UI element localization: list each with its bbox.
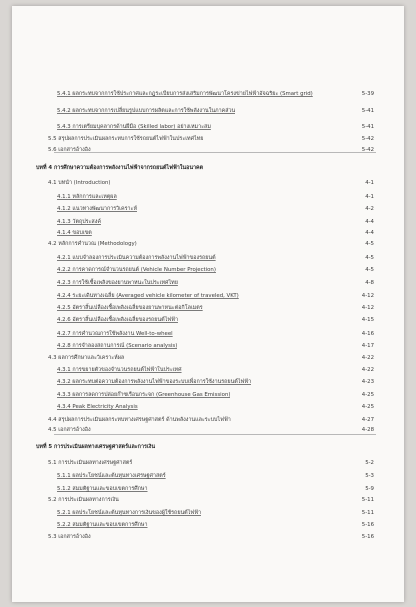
toc-entry-page: 4-2 — [365, 206, 374, 212]
chapter-heading — [12, 442, 404, 452]
toc-entry-page: 4-4 — [365, 230, 374, 236]
toc-entry-page: 4-23 — [361, 379, 374, 385]
toc-entry-page: 5-39 — [361, 91, 374, 97]
toc-entry-title: 5.3 เอกสารอ้างอิง — [48, 534, 91, 540]
toc-entry-title: 5.1.1 ผลประโยชน์และต้นทุนทางเศรษฐศาสตร์ — [57, 473, 166, 479]
toc-entry — [12, 178, 404, 188]
toc-entry — [12, 341, 404, 351]
toc-entry-title: 4.2.8 การจำลองสถานการณ์ (Scenario analysis) — [57, 343, 178, 349]
section-divider — [54, 434, 376, 435]
toc-entry-title: 4.2.3 การใช้เชื้อเพลิงของยานพาหนะในประเทศไทย — [57, 280, 178, 286]
toc-entry — [12, 253, 404, 263]
toc-entry-page: 4-1 — [365, 194, 374, 200]
toc-entry-page: 5-41 — [361, 108, 374, 114]
section-divider — [54, 152, 376, 153]
toc-entry-title: 4.3.2 ผลกระทบต่อความต้องการพลังงานไฟฟ้าของระบบเพื่อการใช้งานรถยนต์ไฟฟ้า — [57, 379, 252, 385]
toc-entry — [12, 495, 404, 505]
toc-entry-title: 4.2 หลักการคำนวณ (Methodology) — [48, 241, 137, 247]
toc-entry — [12, 228, 404, 238]
toc-entry-page: 5-16 — [361, 522, 374, 528]
toc-entry-title: 4.3.4 Peak Electricity Analysis — [57, 404, 138, 410]
toc-entry — [12, 291, 404, 301]
toc-entry — [12, 415, 404, 425]
toc-entry-title: 4.5 เอกสารอ้างอิง — [48, 427, 91, 433]
toc-entry-page: 5-11 — [361, 497, 374, 503]
toc-entry — [12, 353, 404, 363]
toc-entry — [12, 265, 404, 275]
toc-entry-title: 4.1.1 หลักการและเหตุผล — [57, 194, 117, 200]
toc-entry-page: 5-9 — [365, 486, 374, 492]
toc-entry-title: 5.6 เอกสารอ้างอิง — [48, 147, 91, 153]
toc-entry-title: 5.1.2 สมมติฐานและขอบเขตการศึกษา — [57, 486, 148, 492]
toc-entry-title: 4.3.3 ผลการลดการปล่อยก๊าซเรือนกระจก (Greenhouse Gas Emission) — [57, 392, 231, 398]
toc-entry — [12, 303, 404, 313]
toc-entry-title: 5.2 การประเมินผลทางการเงิน — [48, 497, 119, 503]
toc-entry — [12, 145, 404, 155]
toc-entry — [12, 377, 404, 387]
chapter-heading — [12, 163, 404, 173]
toc-entry-page: 4-22 — [361, 367, 374, 373]
toc-entry-title: 5.5 สรุปผลการประเมินผลกระทบการใช้รถยนต์ไฟฟ้าในประเทศไทย — [48, 136, 204, 142]
document-page — [12, 6, 404, 602]
toc-entry-page: 4-8 — [365, 280, 374, 286]
toc-entry — [12, 278, 404, 288]
toc-entry-page: 4-16 — [361, 331, 374, 337]
toc-entry-page: 5-3 — [365, 473, 374, 479]
toc-entry-title: 4.4 สรุปผลการประเมินผลกระทบทางเศรษฐศาสตร์ ด้านพลังงานและระบบไฟฟ้า — [48, 417, 231, 423]
toc-entry-page: 4-15 — [361, 317, 374, 323]
toc-entry — [12, 390, 404, 400]
toc-entry-title: 4.2.5 อัตราสิ้นเปลืองเชื้อเพลิงเฉลี่ยของยานพาหนะต่อกิโลเมตร — [57, 305, 203, 311]
toc-entry-title: 4.2.1 แบบจำลองการประเมินความต้องการพลังงานไฟฟ้าของรถยนต์ — [57, 255, 216, 261]
toc-entry — [12, 89, 404, 99]
toc-entry-page: 4-25 — [361, 392, 374, 398]
toc-entry-page: 5-11 — [361, 510, 374, 516]
toc-entry-page: 4-5 — [365, 255, 374, 261]
toc-entry — [12, 134, 404, 144]
toc-entry — [12, 365, 404, 375]
toc-entry — [12, 106, 404, 116]
toc-entry-page: 4-5 — [365, 267, 374, 273]
toc-entry-page: 4-4 — [365, 219, 374, 225]
toc-entry-page: 5-42 — [361, 147, 374, 153]
toc-entry-title: 4.3.1 การขยายตัวของจำนวนรถยนต์ไฟฟ้าในประเทศ — [57, 367, 182, 373]
toc-entry-title: 4.2.2 การคาดการณ์จำนวนรถยนต์ (Vehicle Number Projection) — [57, 267, 216, 273]
toc-entry-title: 5.2.2 สมมติฐานและขอบเขตการศึกษา — [57, 522, 148, 528]
toc-entry-page: 4-28 — [361, 427, 374, 433]
toc-entry-page: 4-12 — [361, 305, 374, 311]
toc-entry-title: 4.1.3 วัตถุประสงค์ — [57, 219, 101, 225]
toc-entry-page: 4-12 — [361, 293, 374, 299]
toc-entry-page: 4-5 — [365, 241, 374, 247]
toc-entry-page: 4-22 — [361, 355, 374, 361]
toc-entry-page: 5-41 — [361, 124, 374, 130]
toc-entry — [12, 484, 404, 494]
toc-entry-page: 4-17 — [361, 343, 374, 349]
toc-entry-title: 4.1 บทนำ (Introduction) — [48, 180, 111, 186]
toc-entry — [12, 471, 404, 481]
toc-entry — [12, 239, 404, 249]
toc-entry-title: 4.2.7 การคำนวณการใช้พลังงาน Well-to-wheel — [57, 331, 173, 337]
toc-entry — [12, 520, 404, 530]
toc-entry — [12, 532, 404, 542]
toc-entry — [12, 122, 404, 132]
toc-entry — [12, 204, 404, 214]
toc-entry — [12, 329, 404, 339]
toc-entry-title: 4.3 ผลการศึกษาและวิเคราะห์ผล — [48, 355, 125, 361]
toc-entry-title: 5.4.1 ผลกระทบจากการใช้ประกาศและกฎระเบียบการส่งเสริมการพัฒนาโครงข่ายไฟฟ้าอัจฉริยะ (Smart grid) — [57, 91, 313, 97]
toc-entry-title: 5.1 การประเมินผลทางเศรษฐศาสตร์ — [48, 460, 133, 466]
toc-entry-title: 4.1.4 ขอบเขต — [57, 230, 92, 236]
toc-entry-page: 5-16 — [361, 534, 374, 540]
toc-entry-title: 5.2.1 ผลประโยชน์และต้นทุนทางการเงินของผู้ใช้รถยนต์ไฟฟ้า — [57, 510, 202, 516]
toc-entry-title: 4.2.6 อัตราสิ้นเปลืองเชื้อเพลิงเฉลี่ยของรถยนต์ไฟฟ้า — [57, 317, 178, 323]
toc-entry-page: 5-42 — [361, 136, 374, 142]
toc-entry-title: บทที่ 4 การศึกษาความต้องการพลังงานไฟฟ้าจากรถยนต์ไฟฟ้าในอนาคต — [36, 165, 204, 171]
toc-entry-page: 4-1 — [365, 180, 374, 186]
toc-entry-title: 5.4.2 ผลกระทบจากการเปลี่ยนรูปแบบการผลิตและการใช้พลังงานในภาคส่วน — [57, 108, 236, 114]
toc-entry — [12, 508, 404, 518]
toc-entry-page: 4-25 — [361, 404, 374, 410]
toc-entry — [12, 192, 404, 202]
toc-entry-title: 4.2.4 ระยะเดินทางเฉลี่ย (Averaged vehicle kilometer of traveled, VKT) — [57, 293, 239, 299]
toc-entry-page: 5-2 — [365, 460, 374, 466]
toc-entry-title: 4.1.2 แนวทางพัฒนาการวิเคราะห์ — [57, 206, 137, 212]
toc-entry-title: 5.4.3 การเตรียมบุคลากรด้านฝีมือ (Skilled labor) อย่างเหมาะสม — [57, 124, 211, 130]
toc-entry — [12, 458, 404, 468]
toc-entry-title: บทที่ 5 การประเมินผลทางเศรษฐศาสตร์และการเงิน — [36, 444, 156, 450]
toc-entry — [12, 315, 404, 325]
toc-entry — [12, 402, 404, 412]
toc-entry — [12, 217, 404, 227]
toc-entry-page: 4-27 — [361, 417, 374, 423]
